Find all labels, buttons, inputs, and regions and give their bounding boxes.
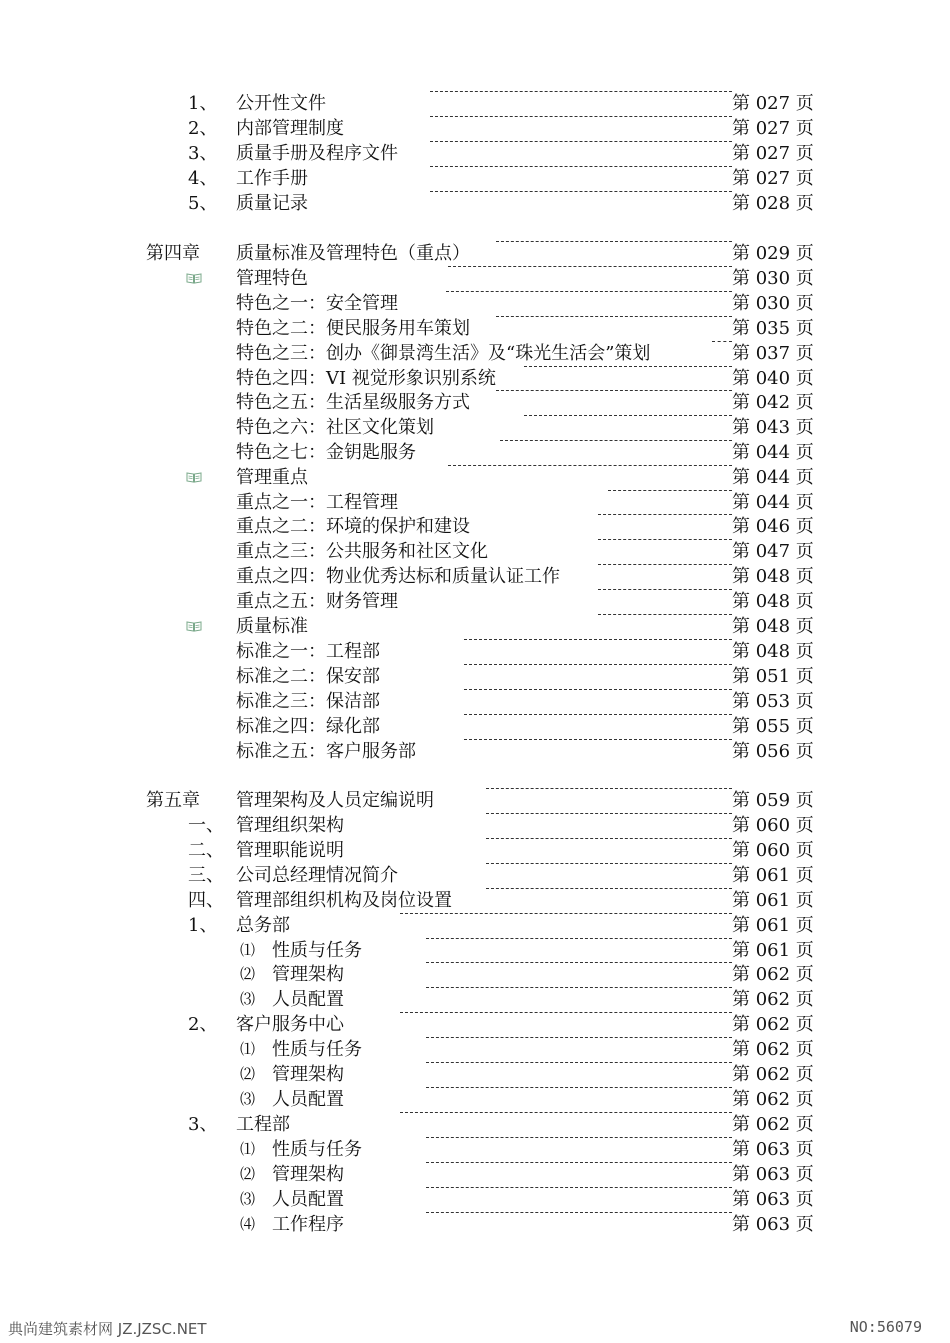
toc-entry-title: 工作程序 [272,1214,344,1235]
toc-entry [0,639,950,664]
toc-entry [0,838,950,863]
toc-entry [0,888,950,913]
toc-leader-dots [500,440,732,441]
toc-entry-page: 第 035 页 [732,318,814,339]
toc-entry-subnumber: ⑵ [240,965,256,983]
toc-entry [0,813,950,838]
toc-leader-dots [598,514,732,515]
toc-entry-page: 第 053 页 [732,691,814,712]
toc-leader-dots [400,913,732,914]
toc-leader-dots [464,639,732,640]
toc-entry-title: 重点之三：公共服务和社区文化 [236,541,488,562]
toc-entry [0,316,950,341]
toc-leader-dots [430,116,732,117]
toc-entry [0,465,950,490]
toc-entry-page: 第 030 页 [732,293,814,314]
toc-leader-dots [426,1037,732,1038]
toc-entry-page: 第 062 页 [732,1014,814,1035]
toc-entry-number: 二、 [188,840,224,861]
toc-entry [0,490,950,515]
toc-leader-dots [598,589,732,590]
toc-entry-page: 第 030 页 [732,268,814,289]
toc-entry-subnumber: ⑴ [240,1040,256,1058]
toc-leader-dots [426,938,732,939]
toc-entry-page: 第 047 页 [732,541,814,562]
toc-leader-dots [446,291,732,292]
toc-leader-dots [486,863,732,864]
toc-entry-title: 人员配置 [272,989,344,1010]
toc-entry-page: 第 027 页 [732,143,814,164]
toc-entry-number: 四、 [188,890,224,911]
toc-entry [0,962,950,987]
toc-entry [0,390,950,415]
toc-leader-dots [430,166,732,167]
toc-entry-title: 质量手册及程序文件 [236,143,398,164]
toc-entry-subnumber: ⑵ [240,1065,256,1083]
toc-entry-page: 第 048 页 [732,641,814,662]
toc-leader-dots [598,539,732,540]
toc-entry-title: 标准之四：绿化部 [236,716,380,737]
toc-leader-dots [426,1187,732,1188]
toc-entry-title: 人员配置 [272,1189,344,1210]
toc-entry-title: 重点之五：财务管理 [236,591,398,612]
toc-entry-title: 质量记录 [236,193,308,214]
toc-entry [0,689,950,714]
toc-entry-title: 管理部组织机构及岗位设置 [236,890,452,911]
toc-entry-title: 人员配置 [272,1089,344,1110]
toc-entry-page: 第 056 页 [732,741,814,762]
toc-entry-page: 第 060 页 [732,840,814,861]
toc-entry [0,714,950,739]
toc-entry [0,614,950,639]
toc-entry [0,1062,950,1087]
toc-entry-title: 公开性文件 [236,93,326,114]
toc-entry [0,266,950,291]
toc-leader-dots [486,788,732,789]
toc-entry-title: 特色之二：便民服务用车策划 [236,318,470,339]
toc-entry [0,166,950,191]
toc-entry-title: 工程部 [236,1114,290,1135]
toc-entry-number: 第四章 [146,243,200,264]
toc-entry [0,241,950,266]
toc-entry-page: 第 037 页 [732,343,814,364]
toc-entry-page: 第 061 页 [732,915,814,936]
toc-entry [0,366,950,391]
toc-entry-page: 第 029 页 [732,243,814,264]
toc-leader-dots [598,614,732,615]
toc-entry [0,863,950,888]
toc-entry-subnumber: ⑶ [240,1090,256,1108]
toc-entry [0,1162,950,1187]
toc-entry-page: 第 063 页 [732,1139,814,1160]
toc-entry-title: 质量标准及管理特色（重点） [236,243,470,264]
toc-leader-dots [448,266,732,267]
toc-entry-page: 第 048 页 [732,566,814,587]
toc-entry-page: 第 062 页 [732,964,814,985]
toc-entry [0,440,950,465]
toc-entry-page: 第 027 页 [732,168,814,189]
toc-entry-title: 特色之五：生活星级服务方式 [236,392,470,413]
toc-leader-dots [496,241,732,242]
toc-entry-page: 第 042 页 [732,392,814,413]
toc-entry-number: 一、 [188,815,224,836]
toc-entry-page: 第 061 页 [732,890,814,911]
toc-entry-page: 第 063 页 [732,1164,814,1185]
toc-entry-title: 特色之三：创办《御景湾生活》及“珠光生活会”策划 [236,343,651,364]
toc-entry-title: 管理架构 [272,964,344,985]
toc-entry [0,514,950,539]
toc-entry-title: 管理组织架构 [236,815,344,836]
toc-entry-subnumber: ⑶ [240,990,256,1008]
toc-entry-page: 第 048 页 [732,591,814,612]
toc-entry-title: 管理架构及人员定编说明 [236,790,434,811]
toc-entry-page: 第 063 页 [732,1214,814,1235]
toc-entry-subnumber: ⑵ [240,1165,256,1183]
toc-entry-page: 第 044 页 [732,467,814,488]
toc-entry-page: 第 062 页 [732,1089,814,1110]
toc-entry-title: 管理重点 [236,467,308,488]
toc-leader-dots [464,714,732,715]
toc-entry-page: 第 028 页 [732,193,814,214]
toc-entry [0,116,950,141]
toc-entry-title: 性质与任务 [272,940,362,961]
toc-entry-title: 内部管理制度 [236,118,344,139]
toc-entry-number: 2、 [188,1014,218,1035]
toc-leader-dots [448,465,732,466]
toc-entry [0,987,950,1012]
toc-leader-dots [486,888,732,889]
book-icon [186,620,202,632]
toc-leader-dots [486,838,732,839]
toc-entry-page: 第 044 页 [732,442,814,463]
toc-entry-number: 3、 [188,1114,218,1135]
toc-leader-dots [496,316,732,317]
book-icon [186,471,202,483]
toc-entry-page: 第 059 页 [732,790,814,811]
toc-entry-page: 第 062 页 [732,1039,814,1060]
toc-entry [0,664,950,689]
toc-entry-page: 第 040 页 [732,368,814,389]
toc-entry-subnumber: ⑴ [240,941,256,959]
toc-entry-title: 标准之一：工程部 [236,641,380,662]
toc-entry-title: 特色之四：VI 视觉形象识别系统 [236,368,496,389]
toc-entry-title: 性质与任务 [272,1039,362,1060]
toc-entry-title: 管理特色 [236,268,308,289]
toc-entry-page: 第 062 页 [732,1114,814,1135]
toc-entry-title: 标准之二：保安部 [236,666,380,687]
toc-entry-page: 第 061 页 [732,940,814,961]
toc-entry [0,564,950,589]
toc-leader-dots [430,91,732,92]
toc-entry-title: 重点之二：环境的保护和建设 [236,516,470,537]
toc-entry-title: 管理架构 [272,1064,344,1085]
toc-leader-dots [608,490,732,491]
toc-entry [0,341,950,366]
toc-entry-number: 第五章 [146,790,200,811]
toc-entry-page: 第 051 页 [732,666,814,687]
toc-leader-dots [496,390,732,391]
toc-leader-dots [426,962,732,963]
toc-entry-page: 第 061 页 [732,865,814,886]
toc-entry-subnumber: ⑷ [240,1215,256,1233]
toc-entry-page: 第 046 页 [732,516,814,537]
toc-entry [0,191,950,216]
toc-entry [0,1012,950,1037]
toc-entry-page: 第 062 页 [732,1064,814,1085]
toc-entry-title: 特色之七：金钥匙服务 [236,442,416,463]
toc-entry [0,1212,950,1237]
toc-entry-number: 2、 [188,118,218,139]
toc-entry-subnumber: ⑴ [240,1140,256,1158]
toc-entry [0,291,950,316]
toc-entry-title: 重点之一：工程管理 [236,492,398,513]
toc-entry-page: 第 044 页 [732,492,814,513]
toc-entry-title: 管理架构 [272,1164,344,1185]
toc-entry [0,1112,950,1137]
toc-leader-dots [426,1212,732,1213]
toc-leader-dots [598,564,732,565]
footer-site-watermark: 典尚建筑素材网 JZ.JZSC.NET [8,1320,207,1338]
toc-entry [0,91,950,116]
toc-entry [0,1037,950,1062]
toc-entry-number: 三、 [188,865,224,886]
toc-entry [0,415,950,440]
toc-entry [0,1137,950,1162]
toc-entry-page: 第 027 页 [732,118,814,139]
toc-entry-title: 管理职能说明 [236,840,344,861]
toc-entry-title: 公司总经理情况简介 [236,865,398,886]
toc-entry-number: 4、 [188,168,218,189]
toc-leader-dots [524,415,732,416]
toc-entry-page: 第 055 页 [732,716,814,737]
toc-leader-dots [464,739,732,740]
footer-document-number: NO:56079 [849,1318,922,1336]
toc-entry-page: 第 048 页 [732,616,814,637]
toc-leader-dots [426,1087,732,1088]
toc-entry-page: 第 043 页 [732,417,814,438]
toc-entry [0,788,950,813]
toc-entry-page: 第 063 页 [732,1189,814,1210]
toc-leader-dots [486,813,732,814]
toc-leader-dots [712,341,732,342]
toc-leader-dots [426,987,732,988]
toc-leader-dots [464,664,732,665]
toc-entry [0,589,950,614]
toc-entry-title: 标准之五：客户服务部 [236,741,416,762]
toc-entry [0,938,950,963]
toc-entry-title: 性质与任务 [272,1139,362,1160]
toc-leader-dots [400,1012,732,1013]
toc-entry [0,141,950,166]
toc-entry-title: 工作手册 [236,168,308,189]
toc-entry-title: 质量标准 [236,616,308,637]
toc-leader-dots [400,1112,732,1113]
toc-entry [0,1187,950,1212]
toc-entry-number: 5、 [188,193,218,214]
toc-leader-dots [430,191,732,192]
toc-entry [0,1087,950,1112]
toc-leader-dots [426,1137,732,1138]
toc-entry-title: 特色之一：安全管理 [236,293,398,314]
toc-entry-number: 3、 [188,143,218,164]
toc-entry [0,539,950,564]
toc-leader-dots [524,366,732,367]
toc-entry [0,913,950,938]
toc-leader-dots [426,1062,732,1063]
book-icon [186,272,202,284]
toc-entry [0,739,950,764]
toc-entry-title: 总务部 [236,915,290,936]
toc-entry-title: 重点之四：物业优秀达标和质量认证工作 [236,566,560,587]
toc-entry-title: 客户服务中心 [236,1014,344,1035]
toc-entry-page: 第 027 页 [732,93,814,114]
toc-entry-title: 特色之六：社区文化策划 [236,417,434,438]
toc-leader-dots [430,141,732,142]
toc-entry-number: 1、 [188,93,218,114]
toc-entry-page: 第 060 页 [732,815,814,836]
toc-entry-number: 1、 [188,915,218,936]
toc-leader-dots [426,1162,732,1163]
toc-entry-page: 第 062 页 [732,989,814,1010]
toc-leader-dots [464,689,732,690]
toc-entry-subnumber: ⑶ [240,1190,256,1208]
toc-entry-title: 标准之三：保洁部 [236,691,380,712]
